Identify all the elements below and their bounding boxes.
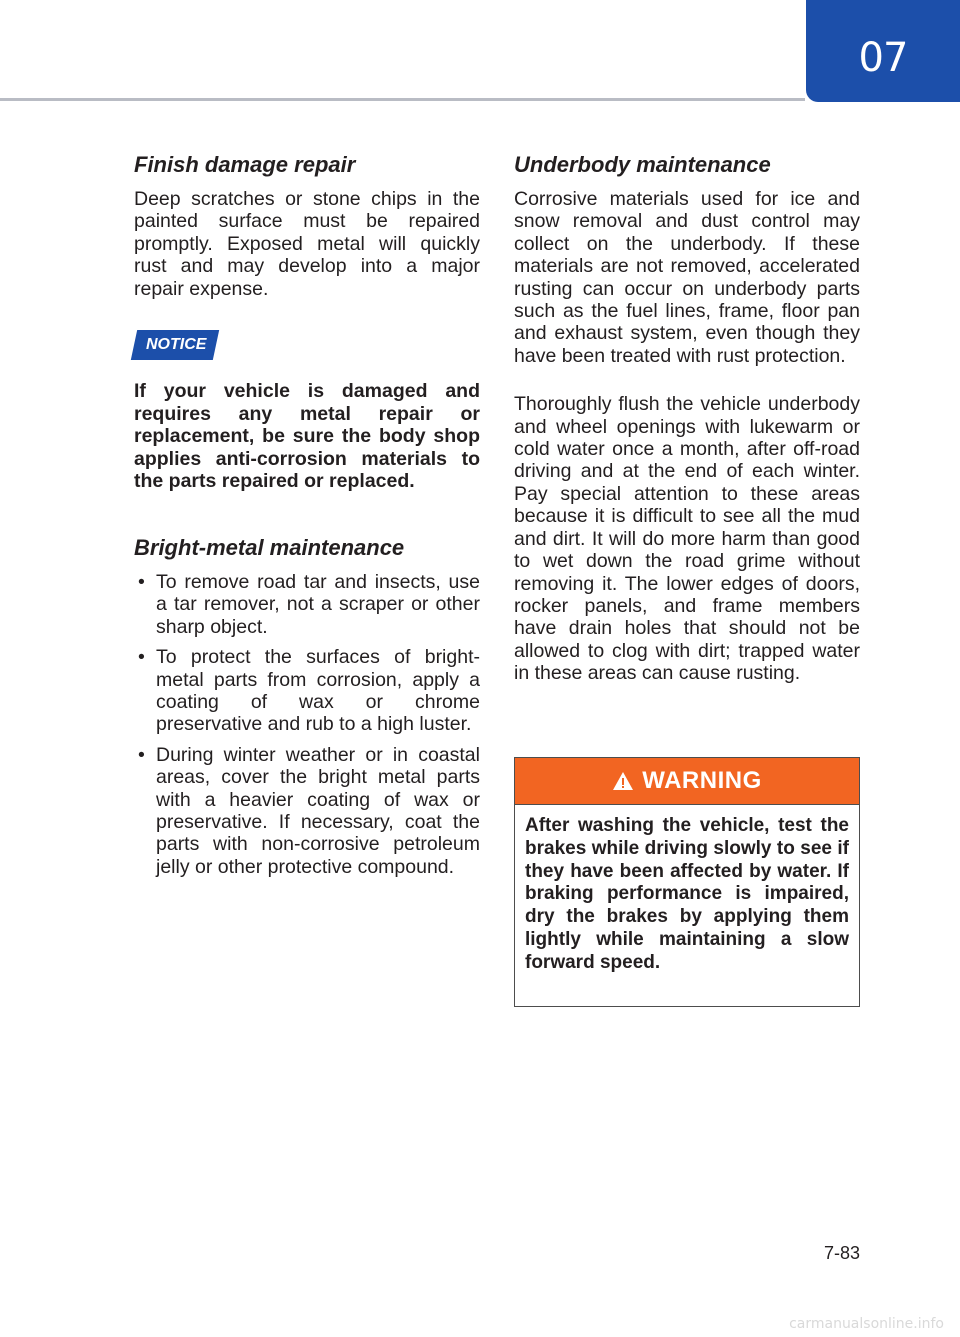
spacer: [134, 493, 480, 533]
left-column: [134, 150, 480, 886]
underbody-section: [514, 150, 860, 685]
warning-header: [515, 758, 859, 805]
chapter-tab: [806, 0, 960, 102]
chapter-number: 07: [858, 35, 908, 81]
warning-triangle-icon: [612, 771, 634, 791]
warning-box: [514, 757, 860, 1007]
finish-damage-body: Deep scratches or stone chips in the painted surface must be repaired promptly. Exposed metal will quickly rust and may develop into a major repair expense.: [134, 188, 480, 300]
watermark: carmanualsonline.info: [789, 1316, 944, 1332]
underbody-para-2: Thoroughly flush the vehicle underbody and wheel openings with lukewarm or cold water once a month, after off-road driving and at the end of each winter. Pay special attention to these areas because it is difficult to see all the mud and dirt. It will do more harm than good to wet down the road grime without removing it. The lower edges of doors, rocker panels, and frame members have drain holes that should not be allowed to clog with dirt; trapped water in these areas can cause rusting.: [514, 393, 860, 685]
right-column: [514, 150, 860, 685]
notice-badge-label: NOTICE: [146, 336, 207, 354]
underbody-heading: Underbody maintenance: [514, 152, 771, 177]
list-item: • During winter weather or in coastal areas, cover the bright metal parts with a heavier coating of wax or preservative. If necessary, coat the parts with non-corrosive petroleum jelly or other protective compound.: [134, 744, 480, 878]
list-item: • To protect the surfaces of bright-metal parts from corrosion, apply a coating of wax or chrome preservative and rub to a high luster.: [134, 646, 480, 736]
bright-metal-section: [134, 533, 480, 878]
list-item: • To remove road tar and insects, use a tar remover, not a scraper or other sharp object.: [134, 571, 480, 638]
warning-text: After washing the vehicle, test the brakes while driving slowly to see if they have been affected by water. If braking performance is impaired, dry the brakes by applying them lightly while maintaining a slow forward speed.: [525, 815, 849, 973]
underbody-para-1: Corrosive materials used for ice and snow removal and dust control may collect on the underbody. If these materials are not removed, accelerated rusting can occur on underbody parts such as the fuel lines, frame, floor pan and exhaust system, even though they have been treated with rust protection.: [514, 188, 860, 367]
notice-badge: [131, 330, 220, 360]
header-rule: [0, 98, 805, 101]
page-number: 7-83: [823, 1243, 860, 1263]
bright-metal-heading: Bright-metal maintenance: [134, 535, 405, 560]
finish-damage-heading: Finish damage repair: [134, 152, 356, 177]
warning-title: WARNING: [642, 767, 762, 794]
spacer: [514, 367, 860, 393]
notice-text: If your vehicle is damaged and requires any metal repair or replacement, be sure the body shop applies anti-corrosion materials to the parts repaired or replaced.: [134, 380, 480, 493]
finish-damage-section: [134, 150, 480, 300]
bright-metal-list: [134, 571, 480, 878]
